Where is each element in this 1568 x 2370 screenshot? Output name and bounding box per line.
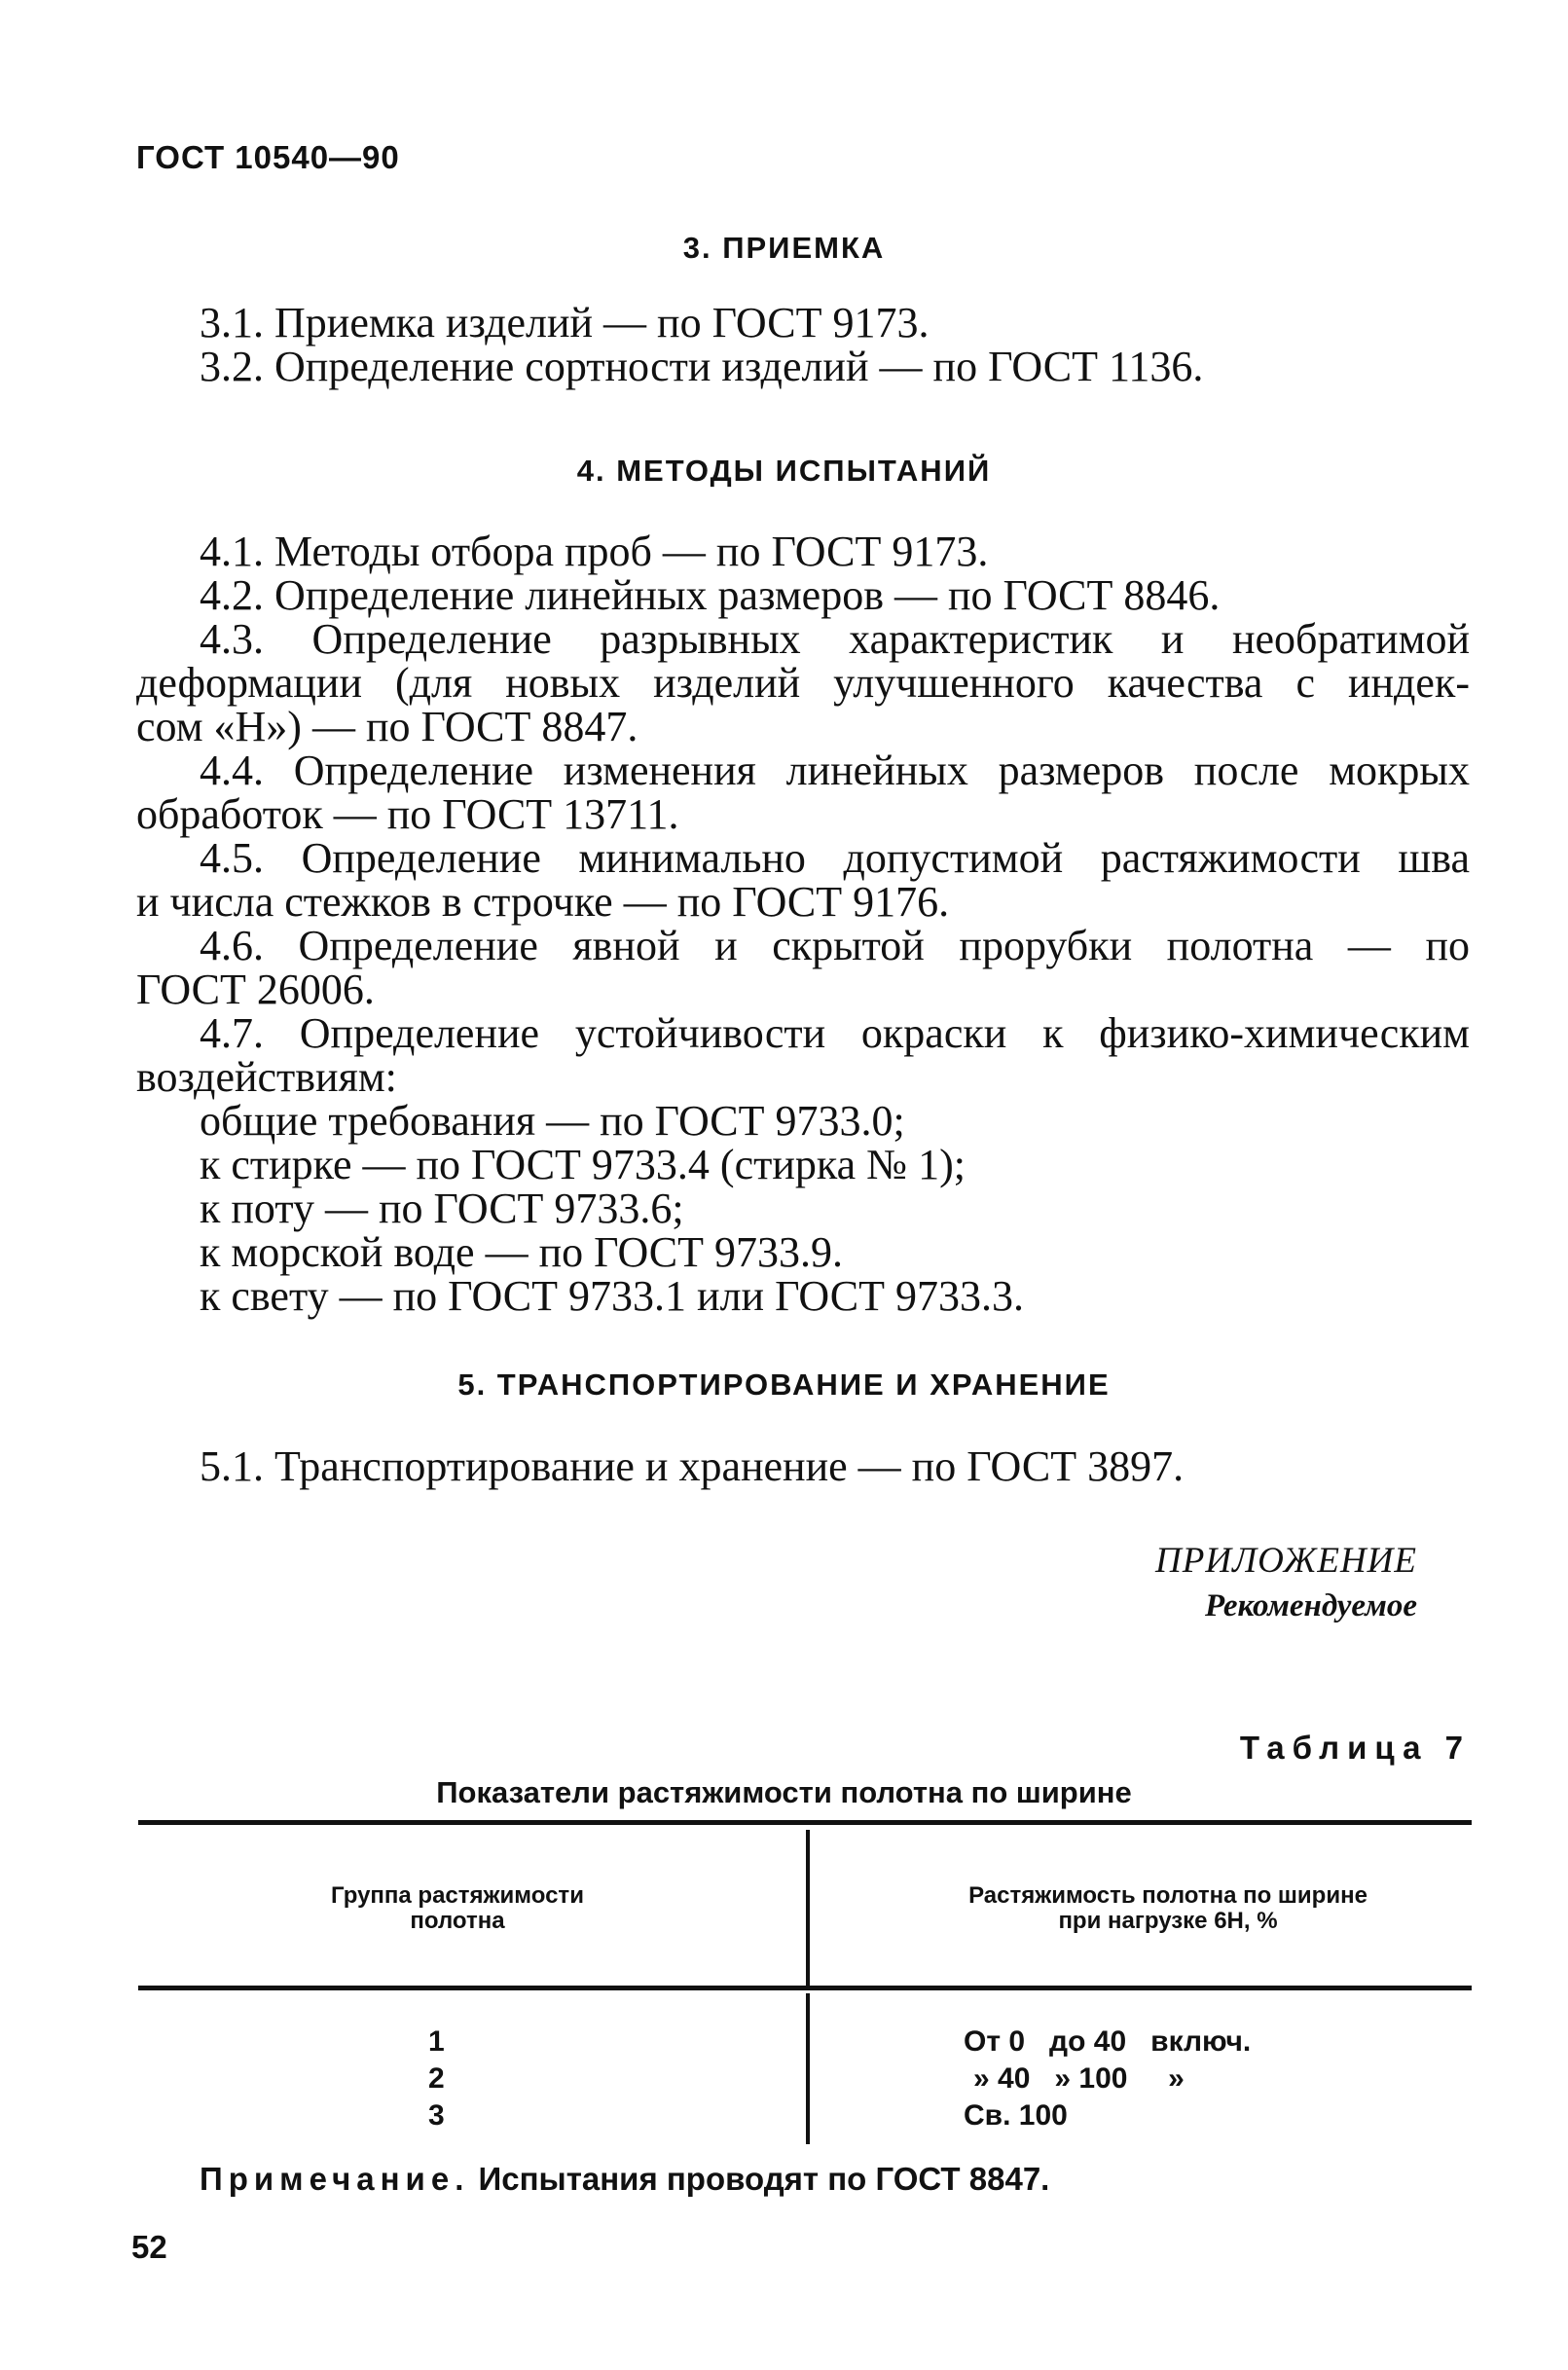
clause-4-7-seawater: к морской воде — по ГОСТ 9733.9. (200, 1228, 843, 1276)
table-note (200, 2161, 1049, 2198)
table-header-divider (806, 1830, 810, 1990)
clause-4-7-general: общие требования — по ГОСТ 9733.0; (200, 1097, 905, 1145)
appendix-title: ПРИЛОЖЕНИЕ (1155, 1541, 1417, 1581)
table-label: Таблица 7 (1239, 1730, 1471, 1766)
section-5-title: 5. ТРАНСПОРТИРОВАНИЕ И ХРАНЕНИЕ (457, 1367, 1111, 1402)
clause-4-7-light: к свету — по ГОСТ 9733.1 или ГОСТ 9733.3. (200, 1272, 1024, 1320)
note-text: Испытания проводят по ГОСТ 8847. (469, 2161, 1050, 2197)
table-row-2-range: » 40 » 100 » (973, 2062, 1185, 2095)
clause-4-1: 4.1. Методы отбора проб — по ГОСТ 9173. (200, 528, 989, 575)
page-number: 52 (131, 2229, 167, 2265)
clause-4-7-line-1: 4.7. Определение устойчивости окраски к физико-химическим (200, 1009, 1470, 1057)
clause-4-4-line-1: 4.4. Определение изменения линейных размеров после мокрых (200, 747, 1470, 794)
clause-4-3-line-2: деформации (для новых изделий улучшенного качества с индек- (136, 659, 1470, 707)
clause-4-7-line-2: воздействиям: (136, 1053, 397, 1101)
table-body-divider (806, 1993, 810, 2144)
section-3-title: 3. ПРИЕМКА (682, 231, 886, 265)
clause-4-6-line-2: ГОСТ 26006. (136, 966, 375, 1013)
clause-4-6-line-1: 4.6. Определение явной и скрытой прорубки полотна — по (200, 922, 1470, 969)
table-row-3-range: Св. 100 (964, 2099, 1068, 2132)
clause-4-7-washing: к стирке — по ГОСТ 9733.4 (стирка № 1); (200, 1141, 966, 1188)
clause-4-3-line-3: сом «Н») — по ГОСТ 8847. (136, 703, 638, 750)
table-top-rule (138, 1820, 1472, 1825)
section-4-title: 4. МЕТОДЫ ИСПЫТАНИЙ (576, 454, 992, 488)
appendix-subtitle: Рекомендуемое (1204, 1588, 1417, 1623)
table-row-1-range: От 0 до 40 включ. (964, 2025, 1252, 2058)
clause-3-2: 3.2. Определение сортности изделий — по ГОСТ 1136. (200, 343, 1204, 390)
clause-4-5-line-2: и числа стежков в строчке — по ГОСТ 9176. (136, 878, 950, 926)
table-row-1-group: 1 (428, 2025, 445, 2058)
table-row-2-group: 2 (428, 2062, 445, 2095)
clause-5-1: 5.1. Транспортирование и хранение — по ГОСТ 3897. (200, 1442, 1185, 1490)
clause-4-2: 4.2. Определение линейных размеров — по ГОСТ 8846. (200, 571, 1221, 619)
note-label: Примечание. (200, 2161, 470, 2197)
document-header: ГОСТ 10540—90 (136, 139, 400, 175)
column-header-group: Группа растяжимости полотна (331, 1882, 584, 1934)
table-header-rule (138, 1986, 1472, 1990)
clause-4-7-sweat: к поту — по ГОСТ 9733.6; (200, 1185, 684, 1232)
clause-4-4-line-2: обработок — по ГОСТ 13711. (136, 790, 679, 838)
table-caption: Показатели растяжимости полотна по ширине (436, 1775, 1132, 1809)
column-header-stretch: Растяжимость полотна по ширине при нагрузке 6Н, % (968, 1882, 1367, 1934)
clause-4-5-line-1: 4.5. Определение минимально допустимой растяжимости шва (200, 834, 1470, 882)
clause-4-3-line-1: 4.3. Определение разрывных характеристик и необратимой (200, 615, 1470, 663)
clause-3-1: 3.1. Приемка изделий — по ГОСТ 9173. (200, 299, 930, 346)
table-row-3-group: 3 (428, 2099, 445, 2132)
